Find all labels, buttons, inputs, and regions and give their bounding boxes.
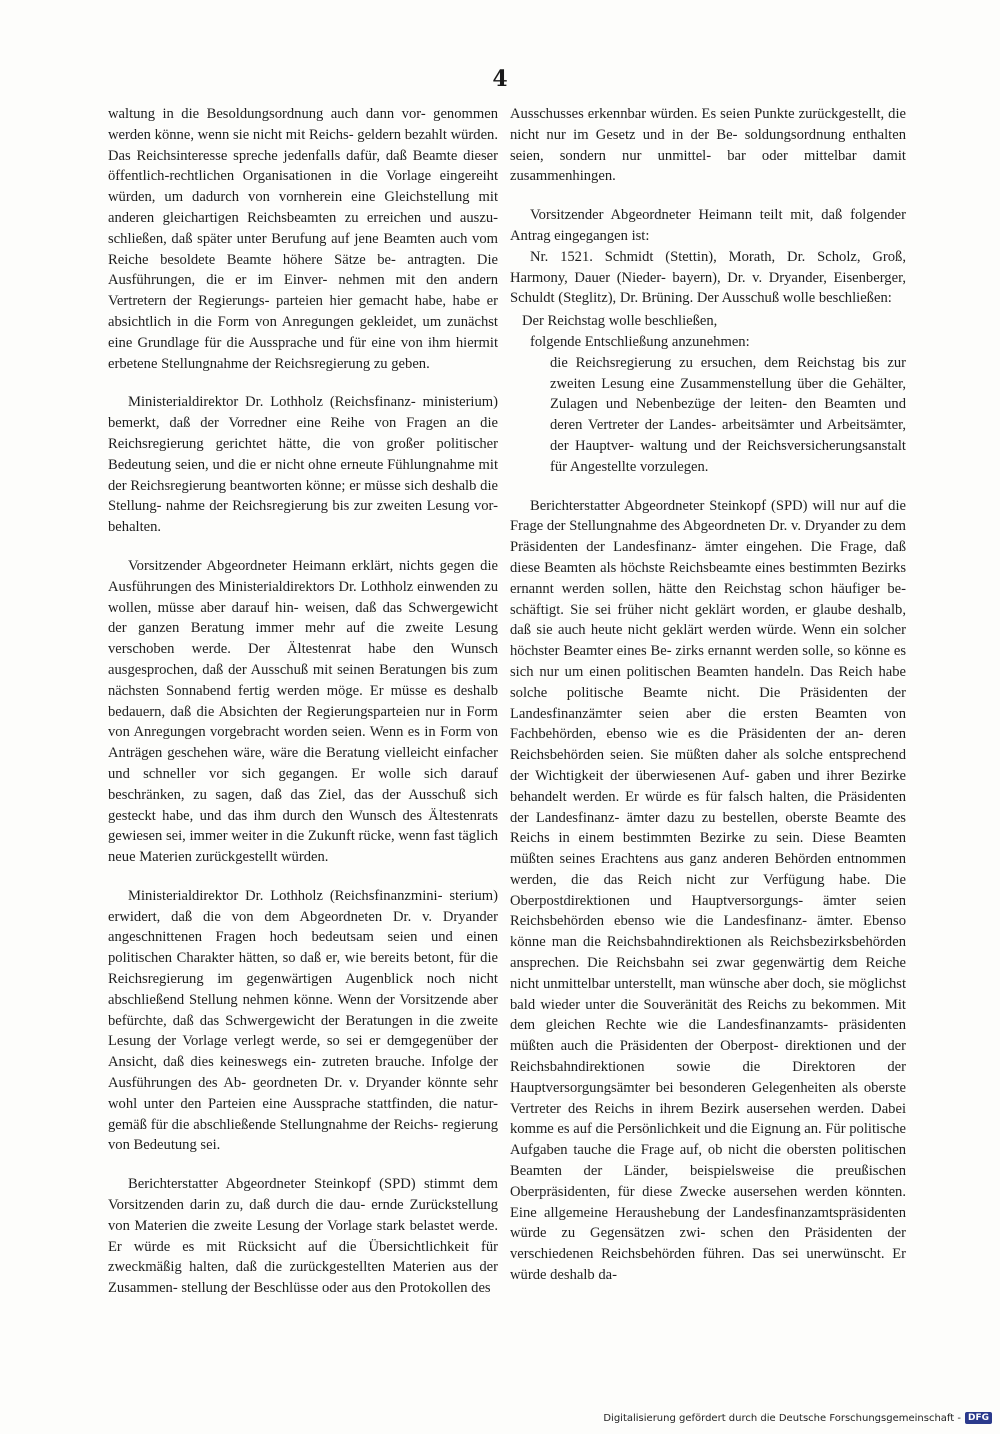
page-number: 4 <box>492 66 508 92</box>
paragraph: Berichterstatter Abgeordneter Steinkopf (SPD) stimmt dem Vorsitzenden darin zu, daß durch die dau- ernde Zurückstellung von Materien die zweite Lesung der Vorlage stark belastet werde. Er würde es mit Rücksicht auf die Übersichtlichkeit für zweckmäßig halten, daß die zurückgestellten Materien aus der Zusammen- stellung der Beschlüsse oder aus den Protokollen des <box>108 1176 498 1297</box>
dfg-logo: DFG <box>965 1412 992 1424</box>
paragraph: Vorsitzender Abgeordneter Heimann teilt mit, daß folgender Antrag eingegangen ist: <box>510 207 906 244</box>
motion-text: die Reichsregierung zu ersuchen, dem Reichstag bis zur zweiten Lesung eine Zusammenstellung über die Gehälter, Zulagen und Nebenbezüge der leiten- den Beamten und deren Vertreter der Landes- arbeitsämter und Arbeitsämter, der Hauptver- waltung und der Reichsversicherungsanstalt für Angestellte vorzulegen. <box>550 354 906 475</box>
footer-text: Digitalisierung gefördert durch die Deutsche Forschungsgemeinschaft - <box>603 1412 961 1424</box>
paragraph: Vorsitzender Abgeordneter Heimann erklärt, nichts gegen die Ausführungen des Ministerialdirektors Dr. Lothholz einwenden zu wollen, müsse aber darauf hin- weisen, daß das Schwergewicht der ganzen Beratung immer mehr auf die zweite Lesung verschoben werde. Der Ältestenrat habe den Wunsch ausgesprochen, daß der Ausschuß mit seinen Beratungen bis zum nächsten Sonnabend fertig werden möge. Er müsse es deshalb bedauern, daß die Absichten der Regierungsparteien nur in Form von Anregungen vorgebracht worden seien. Wenn es in Form von Anträgen geschehen wäre, wäre die Beratung vielleicht einfacher und schneller vor sich gegangen. Er wolle sich darauf beschränken, zu sagen, daß das Ziel, das der Ausschuß sich gesteckt habe, und das ihm durch den Wunsch des Ältestenrats gewiesen sei, immer weiter in die Zukunft rücke, wenn fast täglich neue Materien zurückgestellt würden. <box>108 557 498 866</box>
right-column <box>510 104 906 1286</box>
paragraph: Ministerialdirektor Dr. Lothholz (Reichsfinanz- ministerium) bemerkt, daß der Vorredner eine Reihe von Fragen an die Reichsregierung gerichtet hätte, die von großer politischer Bedeutung seien, und die er nicht ohne erneute Fühlungnahme mit der Reichsregierung beantworten könne; er müsse sich deshalb die Stellung- nahme der Reichsregierung bis zur zweiten Lesung vor- behalten. <box>108 394 498 536</box>
motion-line: Der Reichstag wolle beschließen, <box>522 313 718 330</box>
left-column <box>108 104 498 1299</box>
paragraph: Ministerialdirektor Dr. Lothholz (Reichsfinanzmini- sterium) erwidert, daß die von dem Abgeordneten Dr. v. Dryander angeschnittenen Fragen hoch bedeutsam seien und einen politischen Charakter hätten, so daß er, wie bereits betont, für die Reichsregierung im gegenwärtigen Augenblick noch nicht abschließend Stellung nehmen könne. Wenn der Vorsitzende aber befürchte, daß das Schwergewicht der Beratungen in die zweite Lesung der Vorlage verlegt werde, so sei er demgegenüber der Ansicht, daß dies keineswegs ein- zutreten brauche. Infolge der Ausführungen des Ab- geordneten Dr. v. Dryander könnte sehr wohl unter den Parteien eine Aussprache stattfinden, die natur- gemäß für die abschließende Stellungnahme der Reichs- regierung von Bedeutung sei. <box>108 887 498 1154</box>
paragraph: waltung in die Besoldungsordnung auch dann vor- genommen werden könne, wenn sie nicht mit Reichs- geldern bezahlt würden. Das Reichsinteresse spreche jedenfalls dafür, daß Beamte dieser öffentlich-rechtlichen Organisationen in die Vorlage eingereiht würden, um dadurch von vornherein eine Gleichstellung mit anderen gleichartigen Reichsbeamten zu erreichen und auszu- schließen, daß später unter Berufung auf jene Beamten auch vom Reiche besoldete Beamte höhere Sätze be- antragten. Die Ausführungen, die er im Einver- nehmen mit den andern Vertretern der Regierungs- parteien hier gemacht habe, habe er absichtlich in die Form von Anregungen gekleidet, um zunächst eine Grundlage für die Aussprache und für eine von ihm hiermit erbetene Stellungnahme der Reichsregierung zu geben. <box>108 106 498 372</box>
motion-line: folgende Entschließung anzunehmen: <box>530 333 750 350</box>
paragraph: Berichterstatter Abgeordneter Steinkopf (SPD) will nur auf die Frage der Stellungnahme des Abgeordneten Dr. v. Dryander zu dem Präsidenten der Landesfinanz- ämter eingehen. Die Frage, daß diese Beamten als höchste Reichsbeamte eines bestimmten Bezirks ernannt werden sollen, hätte den Reichstag schon häufiger be- schäftigt. Sie sei früher nicht geklärt worden, er glaube deshalb, daß sie auch heute nicht geklärt werden würde. Wenn ein solcher höchster Beamter eines Be- zirks ernannt werden solle, so könne es sich nur um einen politischen Beamten handeln. Das Reich habe solche politische Beamte nicht. Die Präsidenten der Landesfinanzämter seien aber die ersten Beamten von Fachbehörden, ebenso wie es die Präsidenten der an- deren Reichsbehörden seien. Sie müßten daher als solche entsprechend der Wichtigkeit der überwiesenen Auf- gaben und ihrer Bezirke behandelt werden. Er würde es für falsch halten, die Präsidenten der Landesfinanz- ämter dazu zu bestellen, oberste Beamte des Reichs in einem bestimmten Bezirke zu sein. Diese Beamten müßten seines Erachtens aus ganz anderen Behörden entnommen werden, die das Reich nicht zur Verfügung habe. Die Oberpostdirektionen und Hauptversorgungs- ämter seien Reichsbehörden ebenso wie die Landesfinanz- ämter. Ebenso könne man die Reichsbahndirektionen als Reichsbezirksbehörden ansprechen. Die Reichsbahn sei zwar gegenwärtig dem Reiche nicht unmittelbar unterstellt, man wünsche aber doch, sie möglichst bald wieder unter die Souveränität des Reichs zu bekommen. Mit dem gleichen Rechte wie die Landesfinanzamts- präsidenten müßten auch die Präsidenten der Oberpost- direktionen und der Reichsbahndirektionen sowie die Direktoren der Hauptversorgungsämter bei besonderen Gelegenheiten als oberste Vertreter des Reichs in ihrem Bezirk ausersehen werden. Dabei komme es auf die Persönlichkeit und die Eignung an. Für politische Aufgaben tauche die Frage auf, ob nicht die obersten politischen Beamten der Länder, beispielsweise die preußischen Oberpräsidenten, für diese Zwecke ausersehen werden könnten. Eine allgemeine Heraushebung der Landesfinanzamtspräsidenten würde zu Gegensätzen zwi- schen den Präsidenten der verschiedenen Reichsbehörden führen. Das sei unerwünscht. Er würde deshalb da- <box>510 497 906 1284</box>
motion-intro: Nr. 1521. Schmidt (Stettin), Morath, Dr. Scholz, Groß, Harmony, Dauer (Nieder- bayern), Dr. v. Dryander, Eisenberger, Schuldt (Steglitz), Dr. Brüning. Der Ausschuß wolle beschließen: <box>510 248 906 307</box>
footer-credit <box>603 1412 992 1424</box>
paragraph: Ausschusses erkennbar würden. Es seien Punkte zurückgestellt, die nicht nur im Gesetz und in der Be- soldungsordnung enthalten seien, sondern nur unmittel- bar oder mittelbar damit zusammenhingen. <box>510 106 906 185</box>
